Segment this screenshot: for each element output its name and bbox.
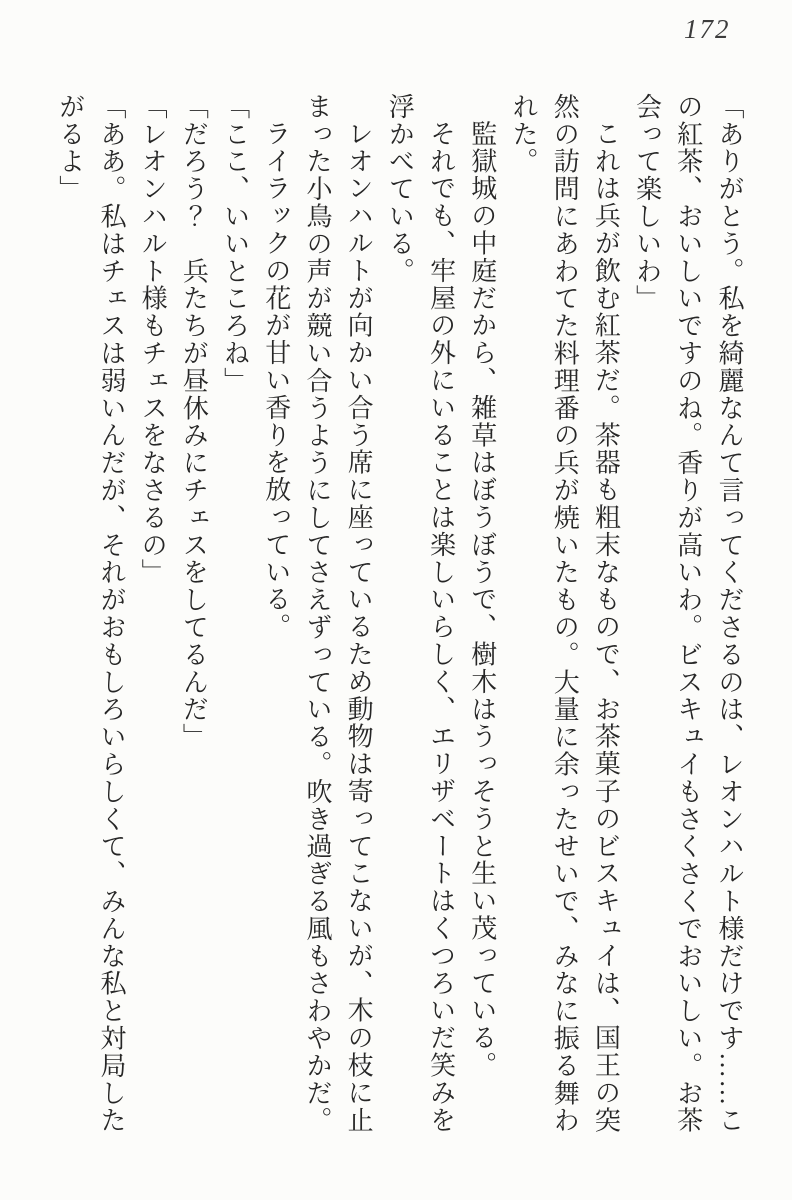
text-line: 「ありがとう。私を綺麗なんて言ってくださるのは、レオンハルト様だけです……こ [715,93,744,1135]
text-line: まった小鳥の声が競い合うようにしてさえずっている。吹き過ぎる風もさわやかだ。 [302,93,332,1135]
text-line: がるよ」 [55,93,85,203]
text-line: 会って楽しいわ」 [632,93,662,313]
text-line: の紅茶、おいしいですのね。香りが高いわ。ビスキュイもさくさくでおいしい。お茶 [673,93,703,1135]
text-line: 「レオンハルト様もチェスをなさるの」 [138,93,168,587]
text-line: 「ああ。私はチェスは弱いんだが、それがおもしろいらしくて、みんな私と対局した [96,93,126,1135]
text-line: ライラックの花が甘い香りを放っている。 [261,120,291,641]
text-line: 「だろう？ 兵たちが昼休みにチェスをしてるんだ」 [179,93,209,751]
text-line: それでも、牢屋の外にいることは楽しいらしく、エリザベートはくつろいだ笑みを [426,120,456,1135]
page-number: 172 [684,14,731,44]
text-line: 監獄城の中庭だから、雑草はぼうぼうで、樹木はうっそうと生い茂っている。 [467,120,497,1080]
text-line: 浮かべている。 [385,93,415,285]
vertical-text-block [50,93,750,1145]
text-line: れた。 [508,93,538,176]
text-line: 然の訪問にあわてた料理番の兵が焼いたもの。大量に余ったせいで、みなに振る舞わ [550,93,580,1135]
text-line: 「ここ、いいところね」 [220,93,250,395]
text-line: これは兵が飲む紅茶だ。茶器も粗末なもので、お茶菓子のビスキュイは、国王の突 [591,120,621,1135]
text-line: レオンハルトが向かい合う席に座っているため動物は寄ってこないが、木の枝に止 [344,120,374,1135]
